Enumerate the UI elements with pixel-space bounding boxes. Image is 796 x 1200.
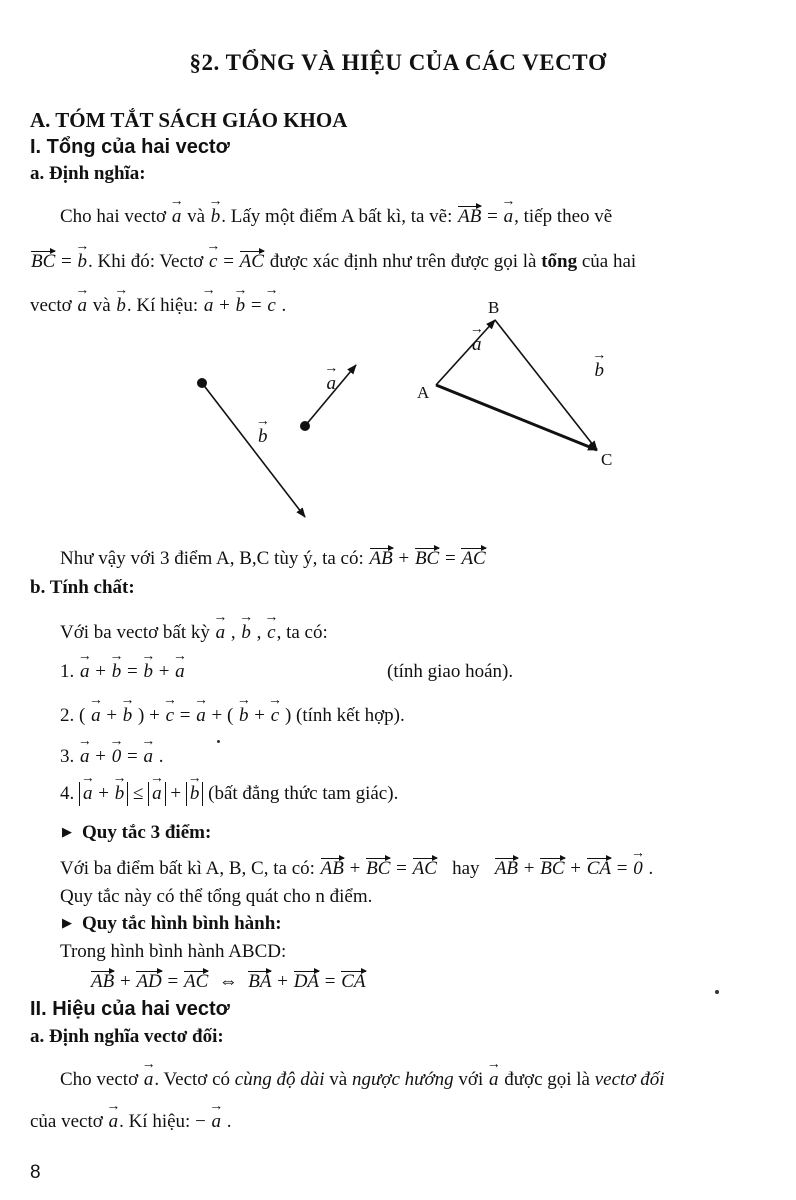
parallelogram-formula: AB + AD = AC ⇔ BA + DA = CA [91, 971, 366, 992]
property-3: 3. → a + → 0 = → a . [60, 745, 163, 769]
vector-AB [436, 320, 495, 385]
vector-b-arrow [202, 383, 305, 517]
section-heading-a: A. TÓM TẮT SÁCH GIÁO KHOA [30, 108, 348, 132]
property-4: 4. → a + → b ≤ → a + → b (bất đẳng thức tam giác). [60, 782, 398, 806]
heading-definition: a. Định nghĩa: [30, 163, 146, 184]
definition-line-1: Cho hai vectơ → a và → b. Lấy một điểm A bất kì, ta vẽ: AB = → a, tiếp theo vẽ [60, 205, 612, 229]
opposite-vector-line-2: của vectơ → a. Kí hiệu: − → a . [30, 1110, 232, 1134]
rule-generalization: Quy tắc này có thể tổng quát cho n điểm. [60, 886, 373, 907]
heading-difference-of-two-vectors: II. Hiệu của hai vectơ [30, 998, 230, 1020]
label-vector-b-left: → b [257, 425, 269, 449]
label-vector-a-triangle: → a [471, 333, 483, 357]
label-point-C: C [601, 450, 613, 469]
label-point-B: B [488, 298, 500, 317]
conclusion-line: Như vậy với 3 điểm A, B,C tùy ý, ta có: AB + BC = AC [60, 548, 486, 569]
definition-line-2: BC = → b. Khi đó: Vectơ → c = AC được xác định như trên được gọi là tổng của hai [30, 250, 636, 274]
label-vector-a-middle: → a [326, 372, 338, 396]
rule-parallelogram-heading: ▶ Quy tắc hình bình hành: [62, 913, 282, 934]
definition-line-3: vectơ → a và → b. Kí hiệu: → a + → b = → c . [30, 294, 286, 318]
print-speck [217, 740, 220, 743]
page-number: 8 [30, 1162, 41, 1183]
label-point-A: A [417, 383, 430, 402]
property-2: 2. ( → a + → b ) + → c = → a + ( → b + → c ) (tính kết hợp). [60, 704, 405, 728]
vector-AC [436, 385, 597, 450]
print-speck [715, 990, 719, 994]
opposite-vector-line-1: Cho vectơ → a. Vectơ có cùng độ dài và ngược hướng với → a được gọi là vectơ đối [60, 1068, 665, 1092]
heading-sum-of-two-vectors: I. Tổng của hai vectơ [30, 136, 230, 158]
page-title: §2. TỔNG VÀ HIỆU CỦA CÁC VECTƠ [189, 50, 607, 75]
rule-parallelogram-text: Trong hình bình hành ABCD: [60, 941, 287, 962]
rule-three-points-heading: ▶ Quy tắc 3 điểm: [62, 822, 212, 843]
properties-intro: Với ba vectơ bất kỳ → a , → b , → c, ta có: [60, 621, 328, 645]
property-1: 1. → a + → b = → b + → a [60, 660, 186, 684]
triangle-bullet-icon: ▶ [62, 916, 72, 931]
vector-sum-figure [0, 0, 796, 560]
label-vector-b-triangle: → b [594, 359, 606, 383]
rule-three-points-text: Với ba điểm bất kì A, B, C, ta có: AB + BC = AC hay AB + BC + CA = → 0 . [60, 857, 653, 881]
heading-opposite-vector-definition: a. Định nghĩa vectơ đối: [30, 1026, 224, 1047]
heading-properties: b. Tính chất: [30, 577, 135, 598]
triangle-bullet-icon: ▶ [62, 825, 72, 840]
property-1-note: (tính giao hoán). [387, 661, 514, 682]
